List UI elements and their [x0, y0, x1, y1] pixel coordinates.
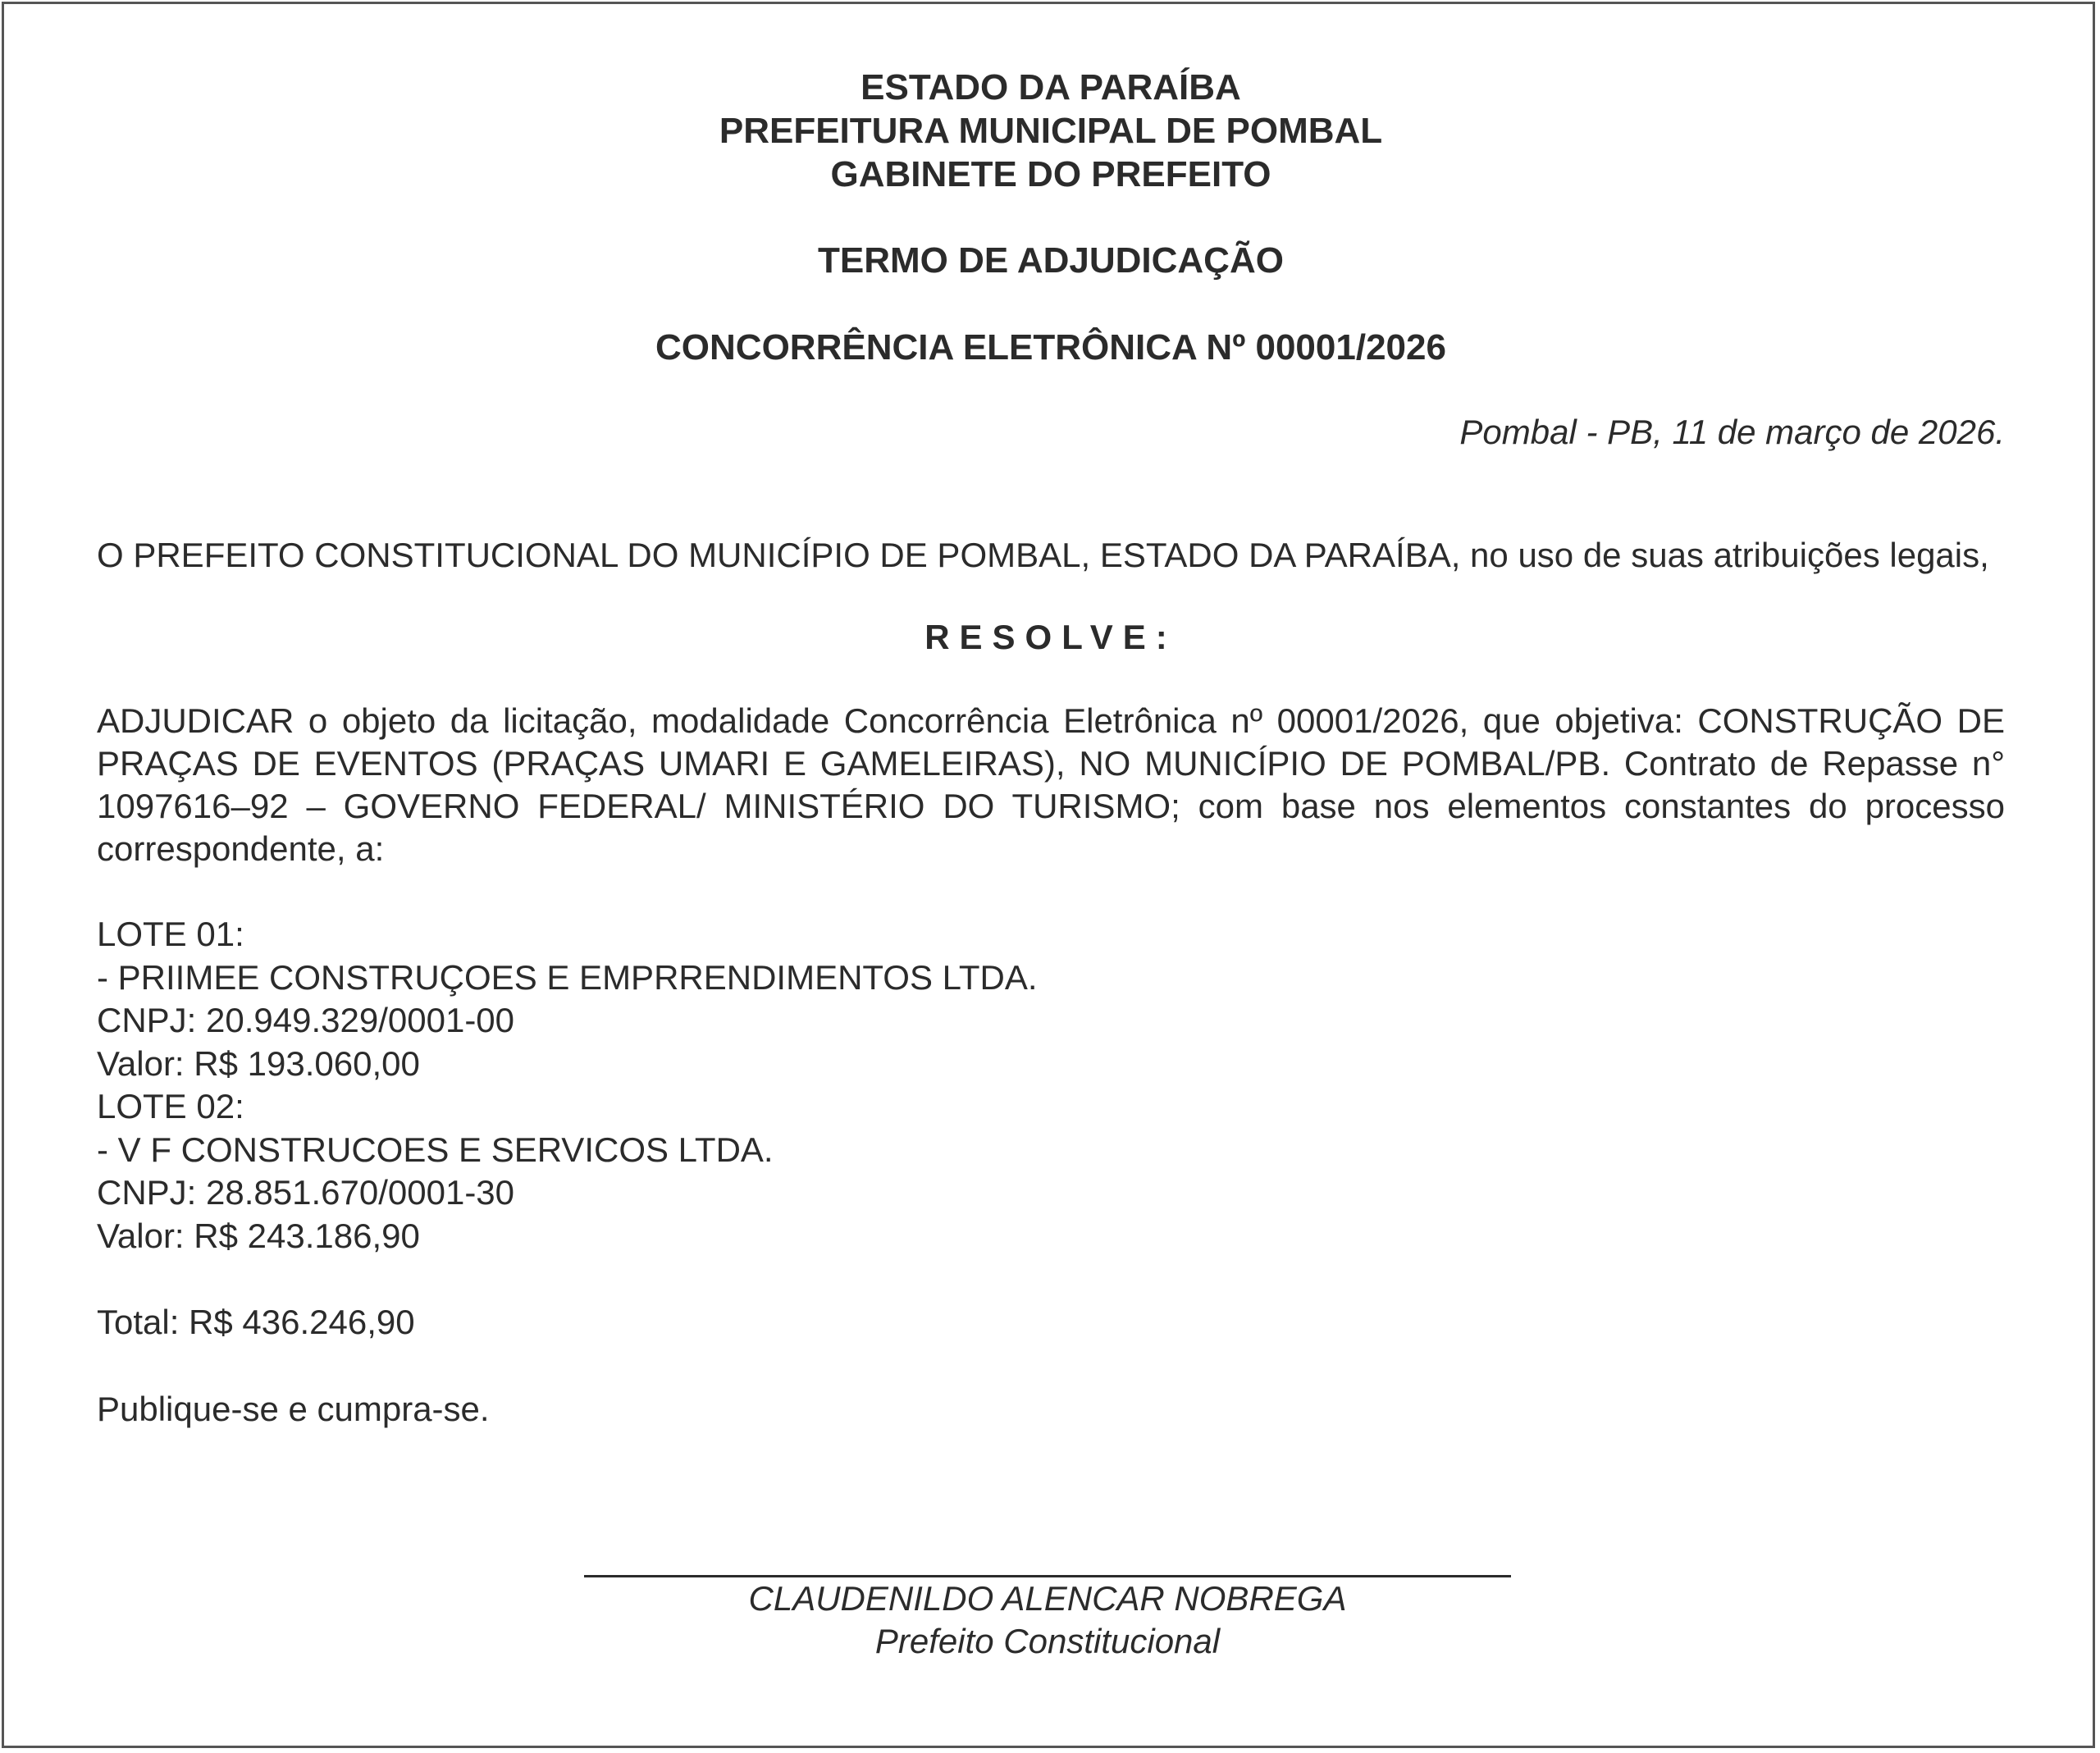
lot-label: LOTE 01: — [97, 915, 244, 953]
lots-list — [97, 913, 2005, 1258]
intro-paragraph: O PREFEITO CONSTITUCIONAL DO MUNICÍPIO DE POMBAL, ESTADO DA PARAÍBA, no uso de suas atribuições legais, — [97, 536, 1989, 574]
header-cabinet: GABINETE DO PREFEITO — [830, 154, 1271, 194]
document-date: Pombal - PB, 11 de março de 2026. — [1459, 413, 2005, 451]
header-state: ESTADO DA PARAÍBA — [861, 67, 1241, 107]
lot-company: - PRIIMEE CONSTRUÇOES E EMPRRENDIMENTOS LTDA. — [97, 957, 1038, 997]
header-prefecture: PREFEITURA MUNICIPAL DE POMBAL — [719, 111, 1383, 151]
lot-item — [97, 913, 2005, 1085]
lot-item — [97, 1085, 2005, 1258]
document-body — [97, 66, 2005, 1431]
lot-label: LOTE 02: — [97, 1087, 244, 1125]
lot-value: Valor: R$ 193.060,00 — [97, 1043, 420, 1083]
resolve-heading: RESOLVE: — [924, 618, 1177, 656]
signatory-role: Prefeito Constitucional — [874, 1622, 1221, 1660]
lot-cnpj: CNPJ: 20.949.329/0001-00 — [97, 1001, 515, 1039]
publish-statement: Publique-se e cumpra-se. — [97, 1389, 490, 1428]
lot-company: - V F CONSTRUCOES E SERVICOS LTDA. — [97, 1130, 774, 1169]
signatory-name: CLAUDENILDO ALENCAR NOBREGA — [748, 1579, 1347, 1618]
lot-cnpj: CNPJ: 28.851.670/0001-30 — [97, 1173, 515, 1212]
adjudication-paragraph: ADJUDICAR o objeto da licitação, modalidade Concorrência Eletrônica nº 00001/2026, que objetiva: CONSTRUÇÃO DE PRAÇAS DE EVENTOS (PRAÇAS UMARI E GAMELEIRAS), NO MUNICÍPIO DE POMBAL/PB. Contrato de Repasse n° 1097616–92 – GOVERNO FEDERAL/ MINISTÉRIO DO TURISMO; com base nos elementos constantes do processo correspondente, a: — [97, 701, 2005, 868]
document-subtitle: CONCORRÊNCIA ELETRÔNICA Nº 00001/2026 — [655, 327, 1446, 367]
lot-value: Valor: R$ 243.186,90 — [97, 1216, 420, 1255]
document-title: TERMO DE ADJUDICAÇÃO — [818, 240, 1284, 281]
signature-block — [584, 1575, 1511, 1663]
total-value: Total: R$ 436.246,90 — [97, 1303, 415, 1341]
